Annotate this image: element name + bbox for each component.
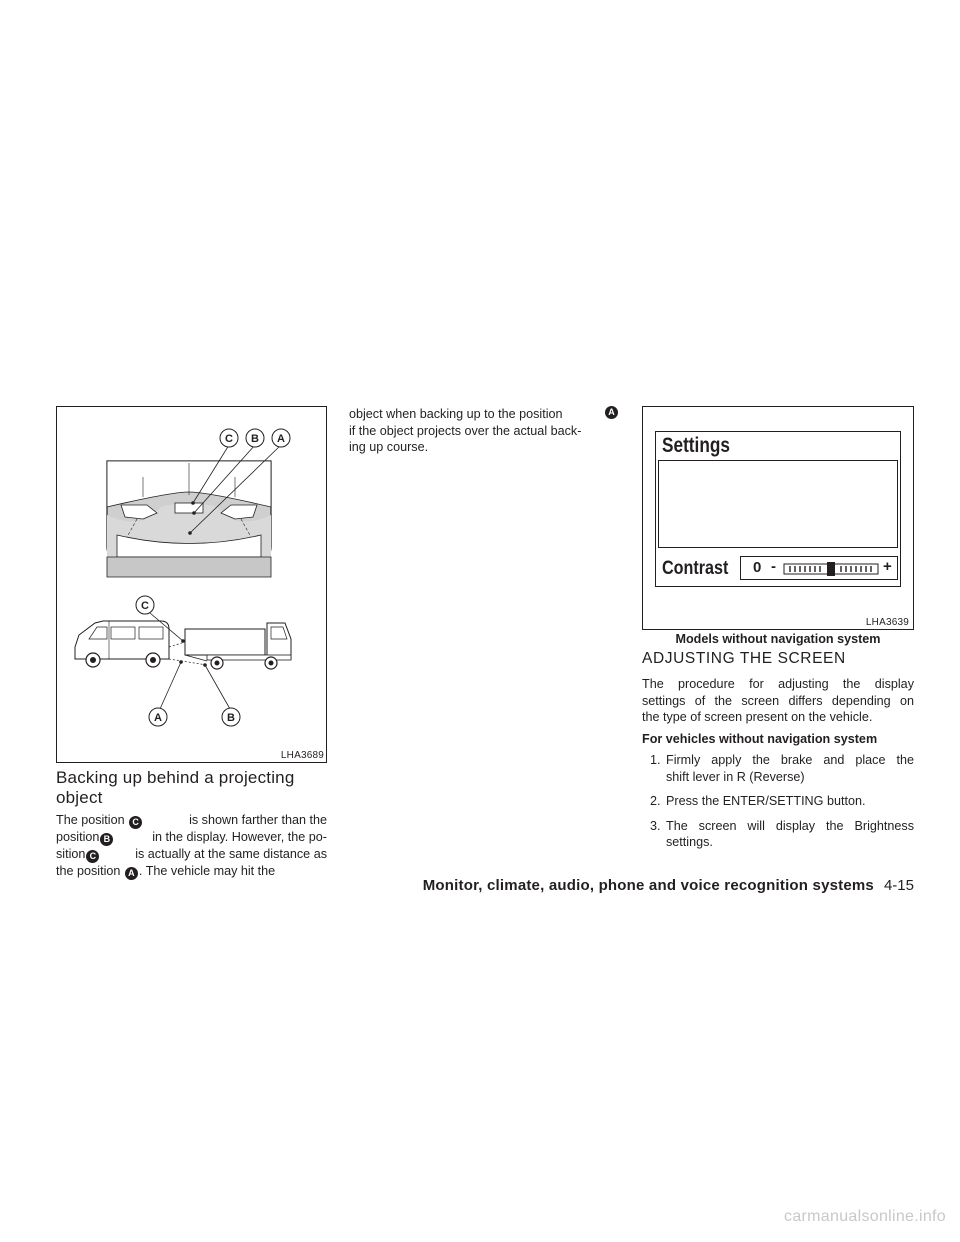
svg-text:A: A (154, 712, 162, 724)
contrast-label: Contrast (662, 558, 729, 579)
contrast-plus: + (883, 558, 892, 575)
van-illustration (75, 621, 169, 667)
contrast-zero: 0 (753, 559, 762, 576)
page-number: 4-15 (883, 877, 914, 894)
label-b-top (246, 429, 264, 447)
marker-b: B (100, 833, 113, 846)
contrast-control (740, 556, 898, 580)
backing-up-figure (56, 406, 327, 763)
page-footer (423, 877, 914, 894)
section-title-adjusting: ADJUSTING THE SCREEN (642, 650, 846, 667)
svg-text:C: C (225, 433, 233, 445)
footer-title: Monitor, climate, audio, phone and voice recognition systems (422, 877, 874, 894)
marker-c: C (86, 850, 99, 863)
label-a-bottom (149, 708, 167, 726)
svg-text:B: B (251, 433, 259, 445)
figure-code-left: LHA3689 (280, 750, 324, 761)
subhead-no-navigation: For vehicles without navigation system (642, 732, 878, 746)
settings-blank-area (658, 460, 898, 548)
label-c-top (220, 429, 238, 447)
settings-title: Settings (662, 434, 730, 457)
contrast-minus: - (771, 558, 776, 575)
section-title-backing-up: Backing up behind a projecting object (56, 768, 295, 807)
label-a-top (272, 429, 290, 447)
contrast-slider (783, 561, 879, 577)
step-item: 1. Firmly apply the brake and place the shift lever in R (Reverse) (650, 753, 914, 784)
backing-up-paragraph: The position C is shown farther than the position B in the display. However, the po- sition C is actually at the same distance as the position A . The vehicle may hit the (56, 813, 327, 878)
settings-screen (655, 431, 901, 587)
backing-up-illustration (57, 407, 326, 762)
contrast-thumb (827, 562, 835, 576)
step-item: 2. Press the ENTER/SETTING button. (650, 794, 866, 809)
svg-text:B: B (227, 712, 235, 724)
truck-illustration (185, 623, 291, 669)
step-item: 3. The screen will display the Brightness settings. (650, 818, 914, 850)
marker-a: A (125, 867, 138, 880)
figure-caption-right: Models without navigation system (675, 632, 881, 646)
label-c-side (136, 596, 154, 614)
adjusting-intro: The procedure for adjusting the display settings of the screen differs depending on the type of screen present on the vehicle. (642, 677, 914, 725)
figure-code-right: LHA3639 (865, 617, 909, 628)
watermark-text: carmanualsonline.info (784, 1208, 946, 1225)
backing-up-continued: object when backing up to the position A if the object projects over the actual back- ing up course. (349, 406, 619, 456)
steps-list (650, 752, 914, 851)
marker-c: C (129, 816, 142, 829)
label-b-bottom (222, 708, 240, 726)
settings-screen-figure (642, 406, 914, 630)
marker-a: A (605, 406, 618, 419)
svg-text:C: C (141, 600, 149, 612)
svg-text:A: A (277, 433, 285, 445)
